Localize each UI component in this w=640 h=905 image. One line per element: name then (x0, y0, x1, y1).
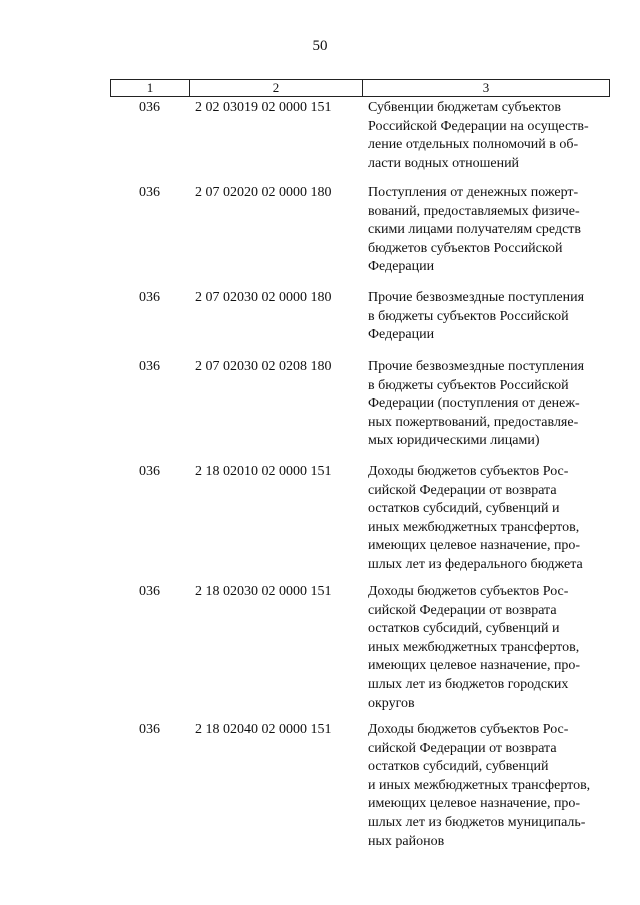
description-line: Прочие безвозмездные поступления (368, 290, 585, 305)
table-row (110, 289, 610, 345)
table-header (110, 79, 610, 97)
description-line: остатков субсидий, субвенций и (368, 501, 560, 517)
budget-code-cell: 2 18 02040 02 0000 151 (195, 722, 332, 737)
description-line: шлых лет из бюджетов муниципаль- (368, 814, 586, 830)
description-line: иных межбюджетных трансфертов, (368, 639, 580, 655)
description-cell (362, 721, 610, 851)
description-line: сийской Федерации от возврата (368, 482, 557, 498)
header-col-2: 2 (190, 80, 363, 96)
description-line: ных пожертвований, предоставляе- (368, 414, 579, 430)
description-line: сийской Федерации от возврата (368, 740, 557, 756)
table-row (110, 463, 610, 575)
table-row (110, 358, 610, 451)
description-line: остатков субсидий, субвенций (368, 759, 549, 775)
header-col-1: 1 (111, 80, 190, 96)
description-line: мых юридическими лицами) (368, 433, 540, 449)
description-line: остатков субсидий, субвенций и (368, 621, 560, 637)
admin-code-cell: 036 (139, 464, 160, 479)
admin-code-cell: 036 (139, 584, 160, 599)
description-line: Федерации (368, 327, 435, 343)
page-number: 50 (312, 38, 328, 54)
budget-code-cell: 2 18 02010 02 0000 151 (195, 464, 332, 479)
description-line: Прочие безвозмездные поступления (368, 359, 585, 374)
description-cell (362, 99, 610, 173)
budget-code-cell: 2 07 02030 02 0208 180 (195, 359, 332, 374)
budget-code-cell: 2 07 02030 02 0000 180 (195, 290, 332, 305)
description-line: Субвенции бюджетам субъектов (368, 100, 561, 115)
admin-code-cell: 036 (139, 722, 160, 737)
table-row (110, 583, 610, 713)
budget-code-cell: 2 07 02020 02 0000 180 (195, 185, 332, 200)
description-line: бюджетов субъектов Российской (368, 240, 563, 256)
description-line: Федерации (поступления от денеж- (368, 396, 580, 412)
description-line: Поступления от денежных пожерт- (368, 185, 579, 200)
description-cell (362, 358, 610, 451)
description-line: шлых лет из бюджетов городских (368, 676, 569, 692)
description-line: в бюджеты субъектов Российской (368, 377, 569, 393)
description-line: ление отдельных полномочий в об- (368, 137, 579, 153)
description-cell (362, 184, 610, 277)
description-line: скими лицами получателям средств (368, 222, 582, 238)
description-line: Российской Федерации на осуществ- (368, 118, 589, 134)
description-line: иных межбюджетных трансфертов, (368, 519, 580, 535)
description-line: вований, предоставляемых физиче- (368, 203, 580, 219)
description-line: ных районов (368, 833, 445, 849)
table-row (110, 184, 610, 277)
description-line: Доходы бюджетов субъектов Рос- (368, 722, 569, 737)
table-row (110, 99, 610, 173)
description-line: имеющих целевое назначение, про- (368, 538, 581, 554)
description-line: шлых лет из федерального бюджета (368, 556, 583, 572)
budget-code-cell: 2 18 02030 02 0000 151 (195, 584, 332, 599)
description-line: ласти водных отношений (368, 155, 520, 171)
admin-code-cell: 036 (139, 359, 160, 374)
header-col-3: 3 (482, 80, 490, 95)
admin-code-cell: 036 (139, 290, 160, 305)
description-cell (362, 289, 610, 345)
table-row (110, 721, 610, 851)
description-line: Доходы бюджетов субъектов Рос- (368, 464, 569, 479)
description-line: и иных межбюджетных трансфертов, (368, 777, 591, 793)
description-cell (362, 583, 610, 713)
budget-code-cell: 2 02 03019 02 0000 151 (195, 100, 332, 115)
description-line: округов (368, 695, 415, 711)
description-cell (362, 463, 610, 575)
description-line: имеющих целевое назначение, про- (368, 658, 581, 674)
description-line: имеющих целевое назначение, про- (368, 796, 581, 812)
admin-code-cell: 036 (139, 100, 160, 115)
description-line: в бюджеты субъектов Российской (368, 308, 569, 324)
description-line: сийской Федерации от возврата (368, 602, 557, 618)
description-line: Доходы бюджетов субъектов Рос- (368, 584, 569, 599)
admin-code-cell: 036 (139, 185, 160, 200)
description-line: Федерации (368, 259, 435, 275)
